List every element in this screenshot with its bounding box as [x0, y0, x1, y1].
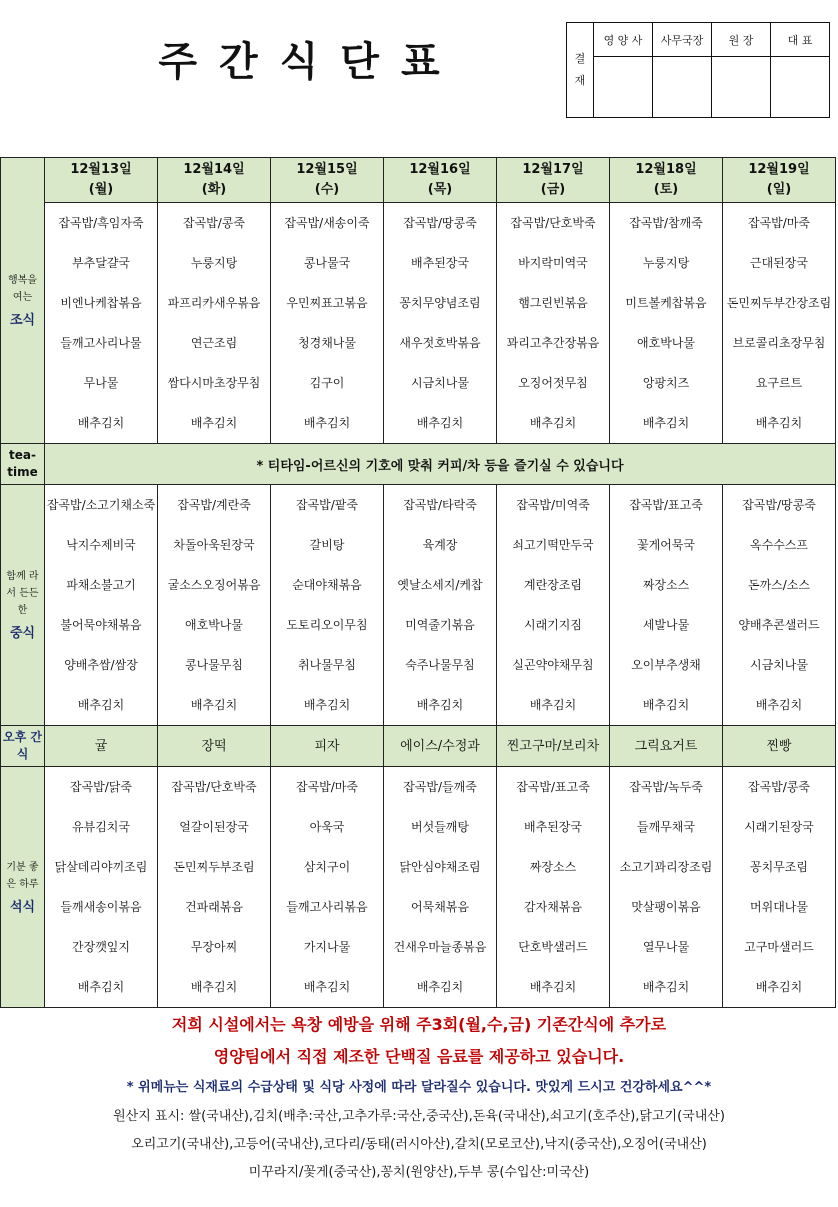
menu-item: 들깨무채국	[637, 820, 695, 834]
menu-item: 근대된장국	[750, 256, 808, 270]
lunch-cell	[271, 485, 384, 726]
breakfast-cell	[723, 203, 836, 444]
dinner-cell	[497, 767, 610, 1008]
origin-line-1: 원산지 표시: 쌀(국내산),김치(배추:국산,고추가루:국산,중국산),돈육(국내산),쇠고기(호주산),닭고기(국내산)	[113, 1109, 725, 1124]
lunch-label: 함께 라서 든든한	[6, 571, 39, 616]
menu-item: 오징어젓무침	[518, 376, 588, 390]
weekly-menu-table	[0, 157, 836, 1008]
menu-item: 들깨고사리나물	[60, 336, 142, 350]
menu-item: 실곤약야채무침	[512, 658, 594, 672]
approval-role: 원 장	[712, 23, 771, 57]
menu-item: 파채소불고기	[66, 578, 136, 592]
snack-cell: 그릭요거트	[610, 726, 723, 767]
day-dow: (월)	[88, 182, 114, 197]
day-dow: (금)	[540, 182, 566, 197]
menu-item: 비엔나케찹볶음	[60, 296, 142, 310]
dinner-row	[1, 767, 836, 1008]
menu-item: 잡곡밥/단호박죽	[510, 216, 596, 230]
menu-item: 시금치나물	[411, 376, 469, 390]
teatime-row	[1, 444, 836, 485]
lunch-row	[1, 485, 836, 726]
menu-item: 계란장조림	[524, 578, 582, 592]
menu-item: 낙지수제비국	[66, 538, 136, 552]
dinner-cell	[45, 767, 158, 1008]
menu-item: 옥수수스프	[750, 538, 808, 552]
menu-item: 양배추쌈/쌈장	[64, 658, 138, 672]
teatime-label: tea-time	[1, 444, 45, 485]
menu-item: 잡곡밥/땅콩죽	[403, 216, 477, 230]
origin-line-3: 미꾸라지/꽃게(중국산),꽁치(원양산),두부 콩(수입산:미국산)	[248, 1165, 590, 1180]
day-dow: (일)	[766, 182, 792, 197]
lunch-label-cell	[1, 485, 45, 726]
menu-item: 새우젓호박볶음	[399, 336, 481, 350]
menu-item: 애호박나물	[637, 336, 695, 350]
menu-item: 들깨새송이볶음	[60, 900, 142, 914]
menu-item: 잡곡밥/흑임자죽	[58, 216, 144, 230]
menu-item: 양배추콘샐러드	[738, 618, 820, 632]
breakfast-cell	[271, 203, 384, 444]
breakfast-label: 행복을 여는	[8, 275, 37, 303]
breakfast-meal: 조식	[9, 313, 36, 328]
menu-item: 돈민찌두부간장조림	[726, 296, 832, 310]
menu-item: 잡곡밥/콩죽	[747, 780, 810, 794]
approval-sign-box	[653, 57, 712, 118]
menu-item: 배추김치	[303, 416, 351, 430]
menu-item: 세발나물	[642, 618, 690, 632]
menu-item: 콩나물무침	[185, 658, 243, 672]
menu-item: 미트볼케찹볶음	[625, 296, 707, 310]
menu-item: 쇠고기떡만두국	[512, 538, 594, 552]
breakfast-cell	[610, 203, 723, 444]
menu-item: 배추김치	[755, 416, 803, 430]
dinner-cell	[158, 767, 271, 1008]
approval-sign-box	[771, 57, 830, 118]
menu-item: 파프리카새우볶음	[167, 296, 261, 310]
menu-item: 갈비탕	[309, 538, 345, 552]
menu-item: 배추김치	[755, 980, 803, 994]
menu-item: 꽈리고추간장볶음	[506, 336, 600, 350]
menu-item: 브로콜리초장무침	[732, 336, 826, 350]
dinner-label: 기분 좋은 하루	[6, 861, 39, 890]
menu-item: 배추김치	[77, 416, 125, 430]
day-header	[158, 158, 271, 203]
menu-item: 머위대나물	[750, 900, 808, 914]
menu-item: 간장깻잎지	[72, 940, 130, 954]
lunch-cell	[497, 485, 610, 726]
menu-item: 잡곡밥/계란죽	[177, 498, 251, 512]
menu-item: 잡곡밥/표고죽	[629, 498, 703, 512]
menu-item: 버섯들깨탕	[411, 820, 469, 834]
snack-cell: 피자	[271, 726, 384, 767]
approval-role: 대 표	[771, 23, 830, 57]
menu-item: 누룽지탕	[190, 256, 238, 270]
menu-item: 맛살팽이볶음	[631, 900, 701, 914]
menu-item: 돈까스/소스	[747, 578, 810, 592]
menu-item: 누룽지탕	[642, 256, 690, 270]
menu-item: 단호박샐러드	[518, 940, 588, 954]
menu-item: 요구르트	[755, 376, 803, 390]
day-date: 12월15일	[296, 162, 358, 177]
approval-side-label	[567, 23, 594, 118]
menu-item: 아욱국	[309, 820, 345, 834]
day-date: 12월17일	[522, 162, 584, 177]
menu-item: 잡곡밥/녹두죽	[629, 780, 703, 794]
origin-line-2: 오리고기(국내산),고등어(국내산),코다리/동태(러시아산),갈치(모로코산),낙지(중국산),오징어(국내산)	[131, 1137, 707, 1152]
menu-item: 짜장소스	[642, 578, 690, 592]
menu-item: 시금치나물	[750, 658, 808, 672]
breakfast-cell	[45, 203, 158, 444]
menu-item: 잡곡밥/타락죽	[403, 498, 477, 512]
menu-item: 취나물무침	[298, 658, 356, 672]
menu-item: 감자채볶음	[524, 900, 582, 914]
menu-item: 열무나물	[642, 940, 690, 954]
menu-item: 쌈다시마초장무침	[167, 376, 261, 390]
menu-item: 시래기된장국	[744, 820, 814, 834]
menu-item: 배추김치	[642, 698, 690, 712]
lunch-cell	[158, 485, 271, 726]
menu-item: 앙팡치즈	[642, 376, 690, 390]
day-dow: (화)	[201, 182, 227, 197]
menu-item: 고구마샐러드	[744, 940, 814, 954]
day-header	[497, 158, 610, 203]
menu-item: 소고기꽈리장조림	[619, 860, 713, 874]
menu-item: 짜장소스	[529, 860, 577, 874]
menu-item: 잡곡밥/땅콩죽	[742, 498, 816, 512]
menu-item: 도토리오이무침	[286, 618, 368, 632]
menu-item: 잡곡밥/소고기채소죽	[46, 498, 156, 512]
menu-item: 옛날소세지/케찹	[397, 578, 483, 592]
day-date: 12월13일	[70, 162, 132, 177]
menu-item: 배추김치	[529, 416, 577, 430]
menu-item: 배추김치	[416, 416, 464, 430]
dinner-label-cell	[1, 767, 45, 1008]
snack-cell: 귤	[45, 726, 158, 767]
menu-item: 잡곡밥/팥죽	[295, 498, 358, 512]
menu-item: 배추김치	[755, 698, 803, 712]
menu-item: 오이부추생채	[631, 658, 701, 672]
menu-item: 잡곡밥/콩죽	[182, 216, 245, 230]
snack-cell: 찐빵	[723, 726, 836, 767]
dinner-cell	[723, 767, 836, 1008]
menu-item: 배추김치	[77, 698, 125, 712]
menu-item: 차돌아욱된장국	[173, 538, 255, 552]
breakfast-cell	[497, 203, 610, 444]
menu-item: 배추된장국	[411, 256, 469, 270]
approval-sign-box	[594, 57, 653, 118]
day-header	[384, 158, 497, 203]
lunch-cell	[384, 485, 497, 726]
menu-item: 연근조림	[190, 336, 238, 350]
menu-item: 꽁치무양념조림	[399, 296, 481, 310]
menu-item: 콩나물국	[303, 256, 351, 270]
menu-item: 들깨고사리볶음	[286, 900, 368, 914]
breakfast-cell	[384, 203, 497, 444]
menu-item: 배추김치	[190, 698, 238, 712]
notice-red-2: 영양팀에서 직접 제조한 단백질 음료를 제공하고 있습니다.	[213, 1047, 625, 1066]
snack-row	[1, 726, 836, 767]
notice-red-1: 저희 시설에서는 욕창 예방을 위해 주3회(월,수,금) 기존간식에 추가로	[171, 1015, 667, 1034]
approval-side-text: 결재	[574, 52, 586, 87]
corner-cell	[1, 158, 45, 444]
day-date: 12월14일	[183, 162, 245, 177]
menu-item: 순대야채볶음	[292, 578, 362, 592]
menu-item: 배추김치	[77, 980, 125, 994]
menu-item: 배추김치	[529, 698, 577, 712]
approval-role: 사무국장	[653, 23, 712, 57]
approval-box	[566, 22, 830, 118]
menu-item: 우민찌표고볶음	[286, 296, 368, 310]
approval-sign-box	[712, 57, 771, 118]
day-date: 12월18일	[635, 162, 697, 177]
menu-item: 삼치구이	[303, 860, 351, 874]
lunch-cell	[723, 485, 836, 726]
menu-item: 닭안심야채조림	[399, 860, 481, 874]
breakfast-row	[1, 203, 836, 444]
menu-item: 육계장	[422, 538, 458, 552]
day-header	[610, 158, 723, 203]
snack-label: 오후 간식	[1, 726, 45, 767]
menu-item: 배추김치	[303, 698, 351, 712]
day-date: 12월19일	[748, 162, 810, 177]
menu-item: 굴소스오징어볶음	[167, 578, 261, 592]
menu-item: 바지락미역국	[518, 256, 588, 270]
menu-item: 얼갈이된장국	[179, 820, 249, 834]
menu-item: 유뷰김치국	[72, 820, 130, 834]
menu-item: 꽃게어묵국	[637, 538, 695, 552]
snack-cell: 에이스/수정과	[384, 726, 497, 767]
menu-item: 배추김치	[642, 416, 690, 430]
menu-item: 가지나물	[303, 940, 351, 954]
menu-item: 배추김치	[416, 698, 464, 712]
menu-item: 미역줄기볶음	[405, 618, 475, 632]
menu-item: 시래기지짐	[524, 618, 582, 632]
snack-cell: 장떡	[158, 726, 271, 767]
menu-item: 배추김치	[416, 980, 464, 994]
menu-item: 배추김치	[642, 980, 690, 994]
menu-item: 배추된장국	[524, 820, 582, 834]
approval-role: 영 양 사	[594, 23, 653, 57]
menu-item: 잡곡밥/새송이죽	[284, 216, 370, 230]
day-dow: (목)	[427, 182, 453, 197]
menu-item: 김구이	[309, 376, 345, 390]
day-header-row	[1, 158, 836, 203]
dinner-cell	[610, 767, 723, 1008]
lunch-cell	[45, 485, 158, 726]
teatime-text: * 티타임-어르신의 기호에 맞춰 커피/차 등을 즐기실 수 있습니다	[45, 444, 836, 485]
menu-item: 애호박나물	[185, 618, 243, 632]
day-dow: (토)	[653, 182, 679, 197]
menu-item: 잡곡밥/미역죽	[516, 498, 590, 512]
menu-item: 배추김치	[303, 980, 351, 994]
menu-item: 무나물	[83, 376, 119, 390]
menu-item: 잡곡밥/참깨죽	[629, 216, 703, 230]
day-header	[271, 158, 384, 203]
menu-item: 건새우마늘종볶음	[393, 940, 487, 954]
dinner-cell	[384, 767, 497, 1008]
menu-item: 햄그린빈볶음	[518, 296, 588, 310]
menu-item: 청경채나물	[298, 336, 356, 350]
dinner-meal: 석식	[9, 899, 36, 915]
menu-item: 잡곡밥/단호박죽	[171, 780, 257, 794]
menu-item: 배추김치	[190, 416, 238, 430]
day-header	[723, 158, 836, 203]
snack-cell: 찐고구마/보리차	[497, 726, 610, 767]
day-header	[45, 158, 158, 203]
day-dow: (수)	[314, 182, 340, 197]
menu-item: 어묵채볶음	[411, 900, 469, 914]
menu-item: 돈민찌두부조림	[173, 860, 255, 874]
lunch-cell	[610, 485, 723, 726]
menu-item: 부추달걀국	[72, 256, 130, 270]
day-date: 12월16일	[409, 162, 471, 177]
lunch-meal: 중식	[9, 626, 36, 641]
menu-item: 무장아찌	[190, 940, 238, 954]
menu-item: 숙주나물무침	[405, 658, 475, 672]
menu-item: 잡곡밥/마죽	[747, 216, 810, 230]
notice-blue: * 위메뉴는 식재료의 수급상태 및 식당 사정에 따라 달라질수 있습니다. 맛있게 드시고 건강하세요^^*	[126, 1080, 712, 1095]
breakfast-cell	[158, 203, 271, 444]
menu-item: 배추김치	[529, 980, 577, 994]
menu-item: 불어묵야채볶음	[60, 618, 142, 632]
menu-item: 건파래볶음	[185, 900, 243, 914]
page-title: 주간식단표	[158, 39, 462, 85]
menu-item: 잡곡밥/들깨죽	[403, 780, 477, 794]
menu-item: 잡곡밥/마죽	[295, 780, 358, 794]
menu-item: 닭살데리야끼조림	[54, 860, 148, 874]
dinner-cell	[271, 767, 384, 1008]
menu-item: 잡곡밥/닭죽	[69, 780, 132, 794]
menu-item: 꽁치무조림	[750, 860, 808, 874]
menu-item: 잡곡밥/표고죽	[516, 780, 590, 794]
menu-item: 배추김치	[190, 980, 238, 994]
